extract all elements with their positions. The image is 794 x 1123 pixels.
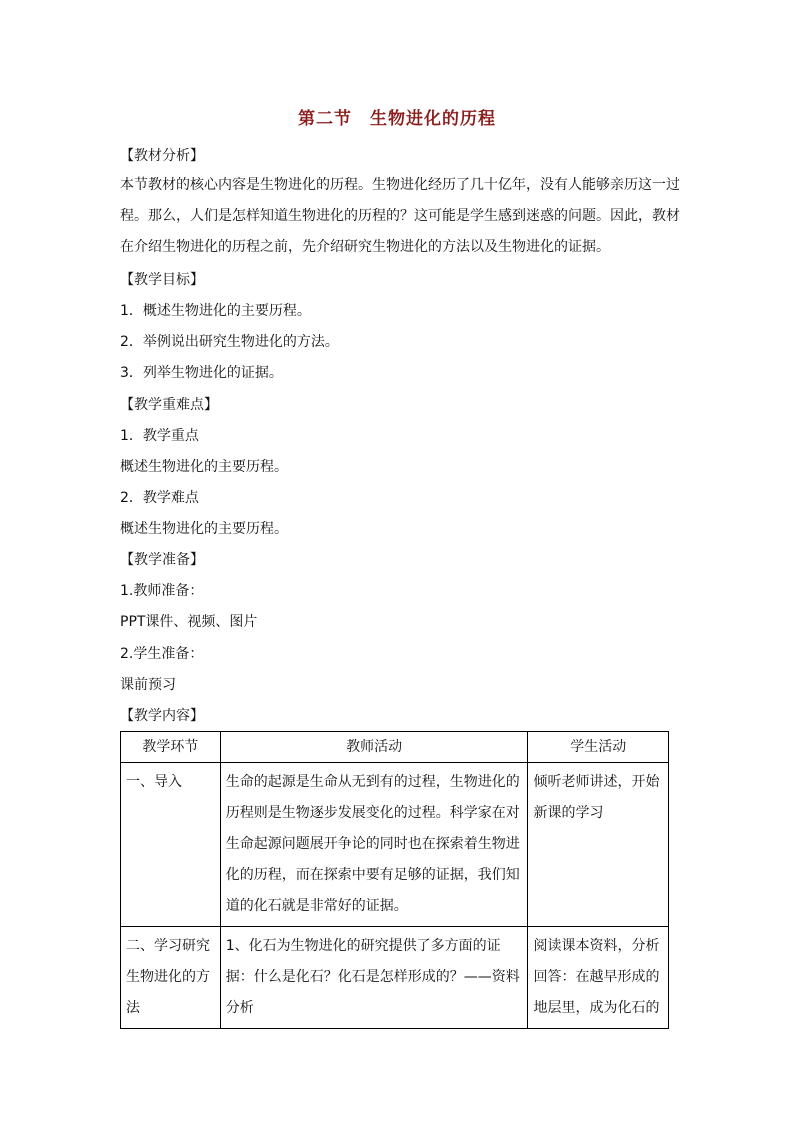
step-cell: 二、学习研究生物进化的方法 [121, 927, 221, 1029]
analysis-paragraph: 本节教材的核心内容是生物进化的历程。生物进化经历了几十亿年，没有人能够亲历这一过程。那么，人们是怎样知道生物进化的历程的？这可能是学生感到迷惑的问题。因此，教材在介绍生物进化的历程之前，先介绍研究生物进化的方法以及生物进化的证据。 [120, 177, 680, 255]
teacher-activity-cell: 1、化石为生物进化的研究提供了多方面的证据：什么是化石？化石是怎样形成的？——资料分析 [220, 927, 528, 1029]
difficult-point-text: 概述生物进化的主要历程。 [120, 521, 288, 537]
table-row [121, 763, 669, 927]
header-student-activity: 学生活动 [528, 732, 669, 763]
goal-item-1: 1．概述生物进化的主要历程。 [120, 303, 311, 319]
lesson-table [120, 731, 669, 1029]
page-title: 第二节 生物进化的历程 [298, 109, 496, 129]
key-point-text: 概述生物进化的主要历程。 [120, 459, 288, 475]
teacher-activity-cell: 生命的起源是生命从无到有的过程，生物进化的历程则是生物逐步发展变化的过程。科学家在对生命起源问题展开争论的同时也在探索着生物进化的历程，而在探索中要有足够的证据，我们知道的化石就是非常好的证据。 [220, 763, 528, 927]
header-teacher-activity: 教师活动 [220, 732, 528, 763]
goal-item-3: 3．列举生物进化的证据。 [120, 365, 283, 381]
key-heading: 【教学重难点】 [120, 397, 218, 413]
step-cell: 一、导入 [121, 763, 221, 927]
table-row [121, 927, 669, 1029]
student-prep-text: 课前预习 [120, 677, 176, 693]
table-header-row [121, 732, 669, 763]
header-step: 教学环节 [121, 732, 221, 763]
difficult-point-label: 2．教学难点 [120, 490, 199, 506]
student-activity-cell: 倾听老师讲述，开始新课的学习 [528, 763, 669, 927]
key-point-label: 1．教学重点 [120, 428, 199, 444]
prep-heading: 【教学准备】 [120, 552, 204, 568]
teacher-prep-text: PPT课件、视频、图片 [120, 614, 258, 630]
analysis-heading: 【教材分析】 [120, 148, 204, 164]
content-heading: 【教学内容】 [120, 708, 204, 724]
student-prep-label: 2.学生准备： [120, 646, 204, 662]
goals-heading: 【教学目标】 [120, 272, 204, 288]
goal-item-2: 2．举例说出研究生物进化的方法。 [120, 334, 339, 350]
teacher-prep-label: 1.教师准备： [120, 583, 204, 599]
student-activity-cell: 阅读课本资料，分析回答：在越早形成的地层里，成为化石的 [528, 927, 669, 1029]
